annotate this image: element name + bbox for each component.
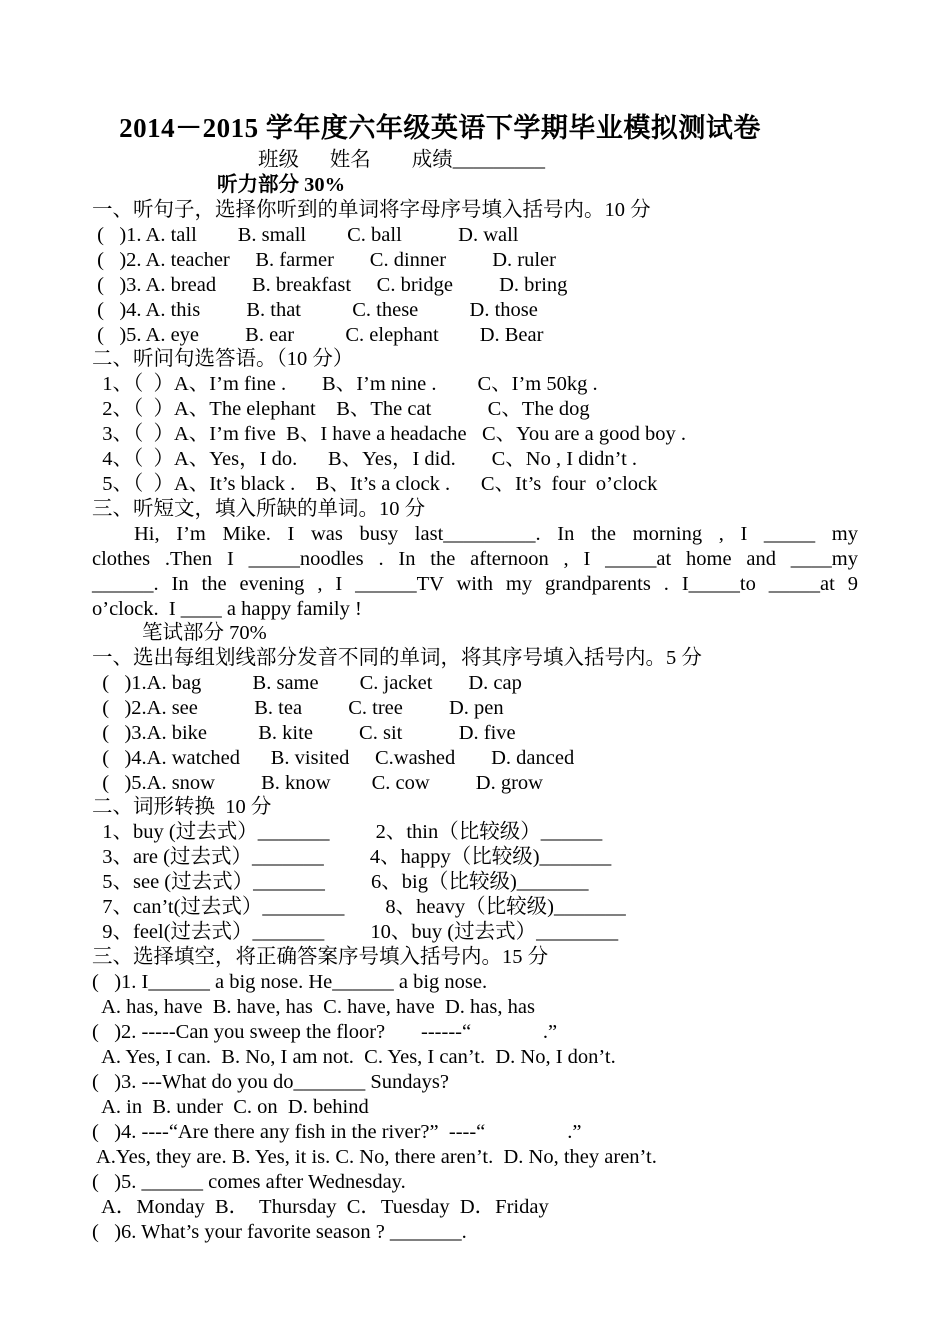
listening-part1-item: ( )5. A. eye B. ear C. elephant D. Bear [92,324,544,346]
mc-question: ( )3. ---What do you do_______ Sundays? [92,1071,449,1093]
written-part3-heading: 三、选择填空，将正确答案序号填入括号内。15 分 [92,946,549,968]
listening-part2-item: 4、（ ）A、Yes，I do. B、Yes，I did. C、No , I didn’t . [92,448,638,470]
passage-line: Hi, I’m Mike. I was busy last_________. In the morning , I _____ my [134,523,858,545]
mc-question: ( )6. What’s your favorite season ? _______. [92,1221,467,1243]
written-part1-item: ( )5.A. snow B. know C. cow D. grow [92,772,543,794]
written-part2-item: 9、feel(过去式）_______ 10、buy (过去式）________ [92,921,619,943]
written-part1-item: ( )2.A. see B. tea C. tree D. pen [92,697,504,719]
listening-section-header: 听力部分 30% [217,174,346,196]
written-part1-heading: 一、选出每组划线部分发音不同的单词，将其序号填入括号内。5 分 [92,647,702,669]
written-part2-item: 3、are (过去式）_______ 4、happy（比较级)_______ [92,846,612,868]
passage-line: o’clock. I ____ a happy family ! [92,598,362,620]
listening-part2-item: 3、（ ）A、I’m five B、I have a headache C、You are a good boy . [92,423,686,445]
written-part1-item: ( )1.A. bag B. same C. jacket D. cap [92,672,522,694]
mc-question: ( )1. I______ a big nose. He______ a big nose. [92,971,488,993]
mc-question: ( )2. -----Can you sweep the floor? ------“ .” [92,1021,558,1043]
mc-question: ( )4. ----“Are there any fish in the river?” ----“ .” [92,1121,582,1143]
written-part1-item: ( )3.A. bike B. kite C. sit D. five [92,722,516,744]
written-part2-item: 5、see (过去式）_______ 6、big（比较级)_______ [92,871,589,893]
class-name-score-line: 班级 姓名 成绩_________ [258,149,545,171]
listening-part2-item: 2、（ ）A、The elephant B、The cat C、The dog [92,398,590,420]
written-part2-item: 1、buy (过去式）_______ 2、thin（比较级）______ [92,821,603,843]
mc-options: A.Yes, they are. B. Yes, it is. C. No, there aren’t. D. No, they aren’t. [92,1146,657,1168]
mc-options: A．Monday B． Thursday C．Tuesday D．Friday [92,1196,549,1218]
mc-options: A. Yes, I can. B. No, I am not. C. Yes, I can’t. D. No, I don’t. [92,1046,616,1068]
written-part1-item: ( )4.A. watched B. visited C.washed D. danced [92,747,575,769]
listening-part3-heading: 三、听短文，填入所缺的单词。10 分 [92,498,426,520]
mc-options: A. in B. under C. on D. behind [92,1096,369,1118]
listening-part1-item: ( )1. A. tall B. small C. ball D. wall [92,224,519,246]
listening-part1-heading: 一、听句子，选择你听到的单词将字母序号填入括号内。10 分 [92,199,651,221]
mc-options: A. has, have B. have, has C. have, have D. has, has [92,996,535,1018]
listening-part2-item: 5、（ ）A、It’s black . B、It’s a clock . C、It’s four o’clock [92,473,658,495]
passage-line: clothes .Then I _____noodles . In the afternoon , I _____at home and ____my [92,548,858,570]
written-part2-item: 7、can’t(过去式）________ 8、heavy（比较级)_______ [92,896,626,918]
mc-question: ( )5. ______ comes after Wednesday. [92,1171,406,1193]
listening-part1-item: ( )3. A. bread B. breakfast C. bridge D. bring [92,274,568,296]
listening-part2-item: 1、（ ）A、I’m fine . B、I’m nine . C、I’m 50kg . [92,373,598,395]
listening-part1-item: ( )4. A. this B. that C. these D. those [92,299,538,321]
exam-title: 2014－2015 学年度六年级英语下学期毕业模拟测试卷 [119,113,761,143]
listening-part2-heading: 二、听问句选答语。（10 分） [92,348,354,370]
written-section-header: 笔试部分 70% [142,622,267,644]
written-part2-heading: 二、词形转换 10 分 [92,796,272,818]
listening-part1-item: ( )2. A. teacher B. farmer C. dinner D. ruler [92,249,556,271]
passage-line: ______. In the evening , I ______TV with my grandparents . I_____to _____at 9 [92,573,858,595]
